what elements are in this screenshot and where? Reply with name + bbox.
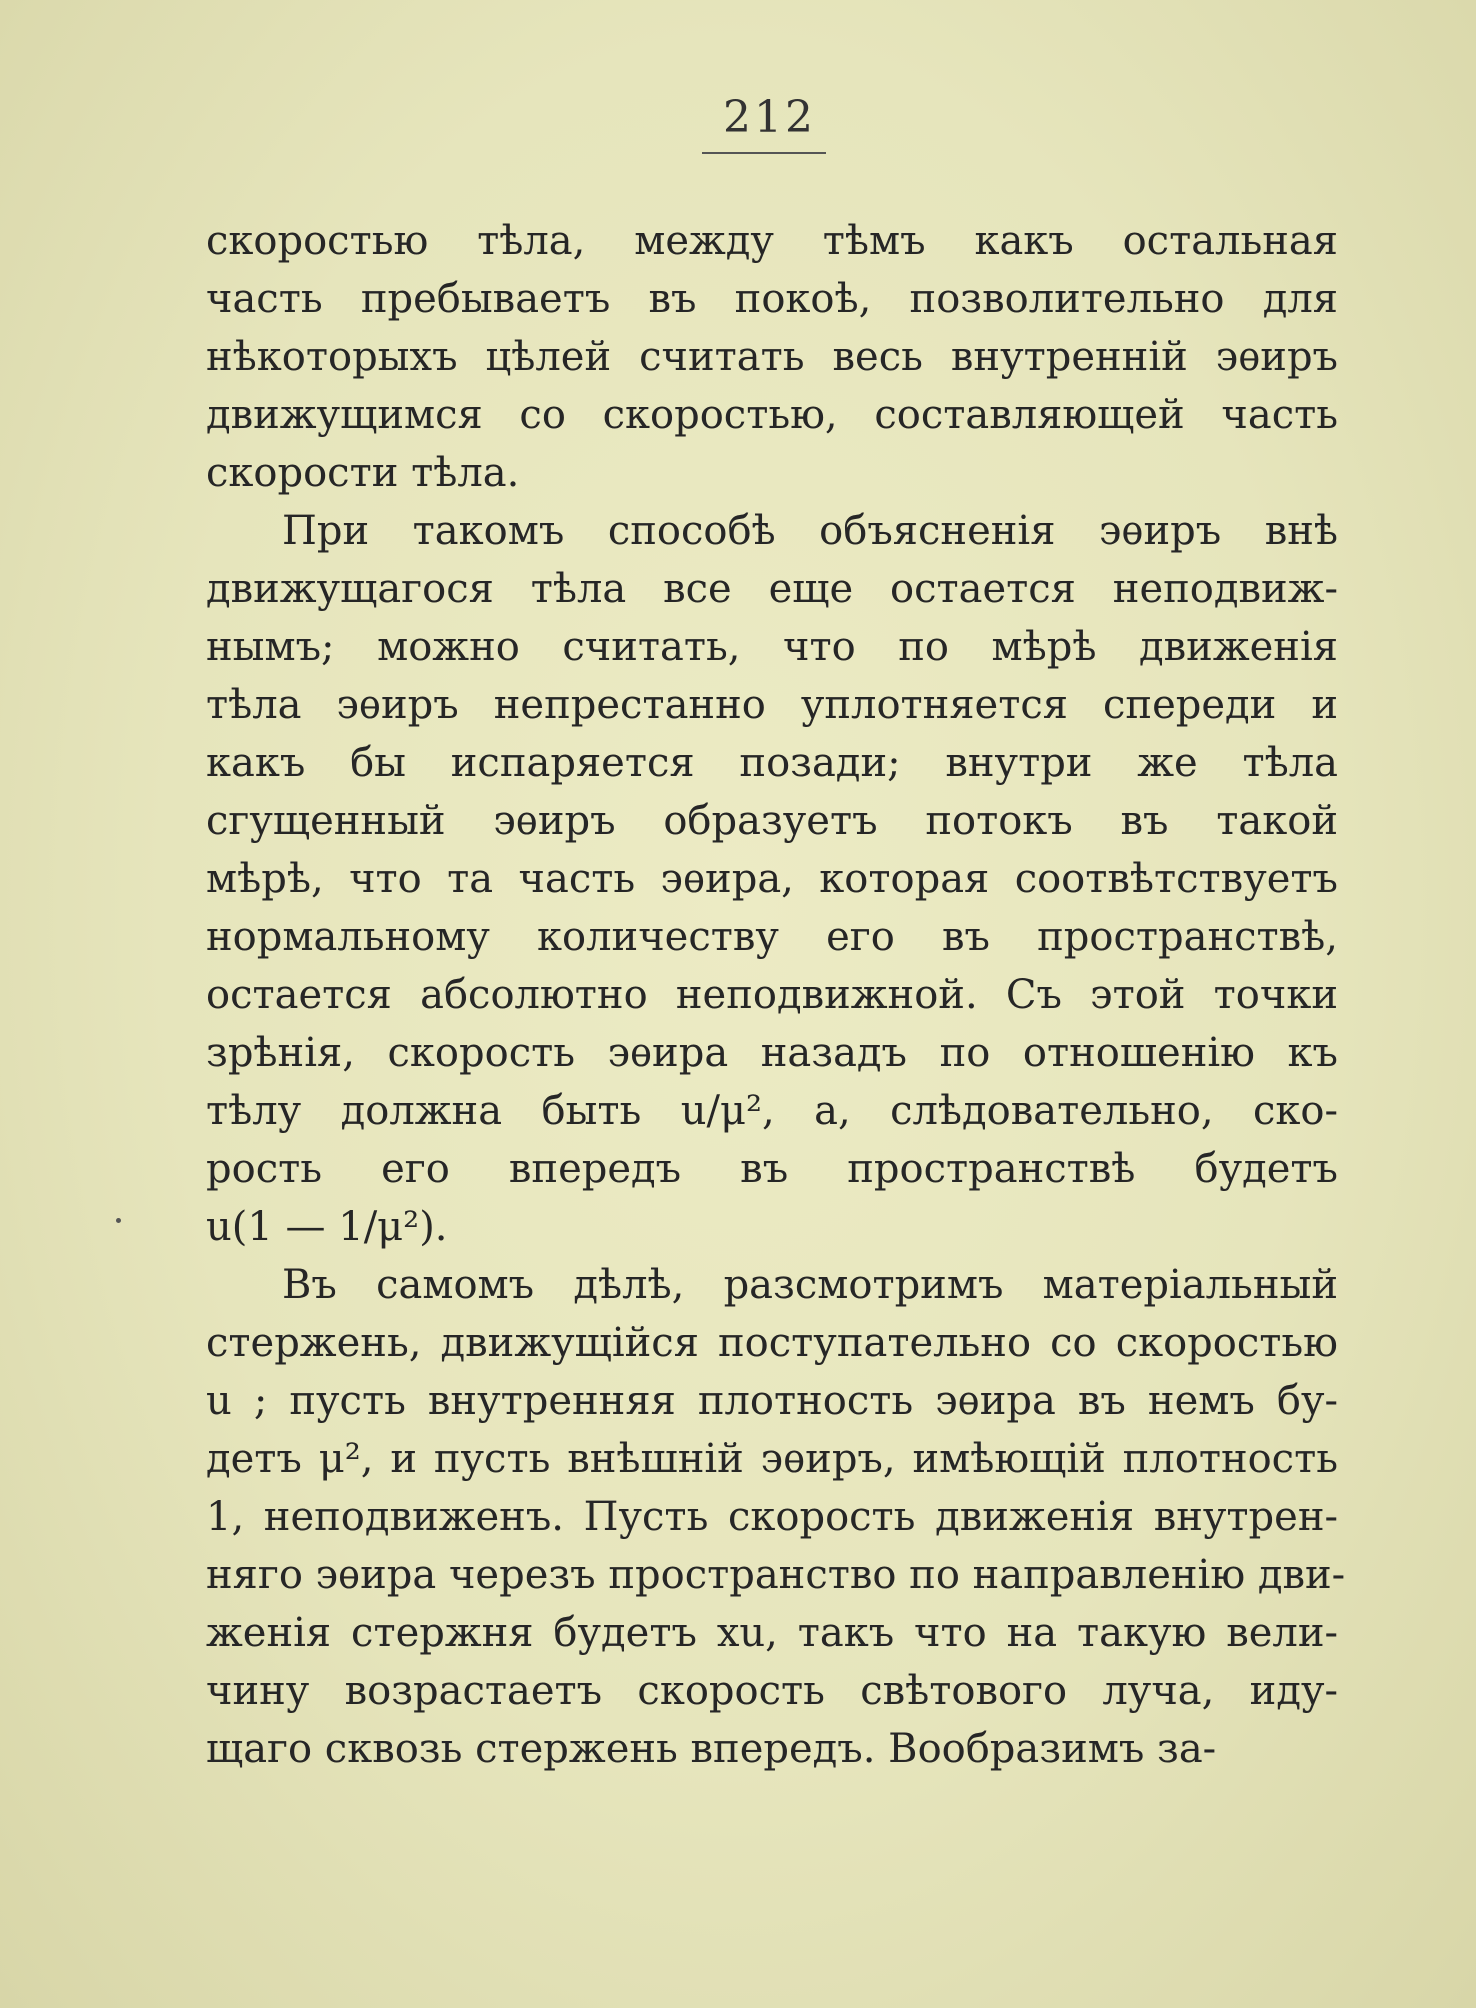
text-line: скоростью тѣла, между тѣмъ какъ остальная	[206, 218, 1338, 264]
text-line: движущагося тѣла все еще остается неподвиж-	[206, 566, 1338, 612]
text-line: Въ самомъ дѣлѣ, разсмотримъ матеріальный	[282, 1262, 1338, 1308]
text-line: нымъ; можно считать, что по мѣрѣ движенія	[206, 624, 1338, 670]
text-line: остается абсолютно неподвижной. Съ этой точки	[206, 972, 1338, 1018]
paragraph	[206, 1256, 1346, 1778]
text-line: сгущенный эѳиръ образуетъ потокъ въ такой	[206, 798, 1338, 844]
text-line: какъ бы испаряется позади; внутри же тѣла	[206, 740, 1338, 786]
text-line: u(1 — 1/μ²).	[206, 1204, 448, 1250]
paragraph	[206, 502, 1338, 1256]
text-line: чину возрастаетъ скорость свѣтового луча, иду-	[206, 1668, 1338, 1714]
text-line: тѣла эѳиръ непрестанно уплотняется спереди и	[206, 682, 1338, 728]
page-number: 212	[723, 92, 816, 143]
text-line: тѣлу должна быть u/μ², а, слѣдовательно, ско-	[206, 1088, 1338, 1134]
text-line: женія стержня будетъ xu, такъ что на такую вели-	[206, 1610, 1338, 1656]
paper-speck	[116, 1218, 121, 1223]
paragraph	[206, 212, 1338, 502]
text-line: часть пребываетъ въ покоѣ, позволительно для	[206, 276, 1338, 322]
text-line: нормальному количеству его въ пространствѣ,	[206, 914, 1338, 960]
text-line: щаго сквозь стержень впередъ. Вообразимъ за-	[206, 1726, 1217, 1772]
text-line: При такомъ способѣ объясненія эѳиръ внѣ	[282, 508, 1338, 554]
text-line: детъ μ², и пусть внѣшній эѳиръ, имѣющій плотность	[206, 1436, 1338, 1482]
text-line: скорости тѣла.	[206, 450, 520, 496]
text-line: няго эѳира черезъ пространство по направленію дви-	[206, 1552, 1346, 1598]
text-line: зрѣнія, скорость эѳира назадъ по отношенію къ	[206, 1030, 1338, 1076]
text-line: стержень, движущійся поступательно со скоростью	[206, 1320, 1338, 1366]
body-text	[206, 212, 1346, 1778]
text-line: рость его впередъ въ пространствѣ будетъ	[206, 1146, 1338, 1192]
page-number-rule	[702, 152, 826, 154]
text-line: 1, неподвиженъ. Пусть скорость движенія внутрен-	[206, 1494, 1338, 1540]
text-line: u ; пусть внутренняя плотность эѳира въ немъ бу-	[206, 1378, 1338, 1424]
text-line: движущимся со скоростью, составляющей часть	[206, 392, 1338, 438]
text-line: нѣкоторыхъ цѣлей считать весь внутренній эѳиръ	[206, 334, 1338, 380]
text-line: мѣрѣ, что та часть эѳира, которая соотвѣтствуетъ	[206, 856, 1338, 902]
